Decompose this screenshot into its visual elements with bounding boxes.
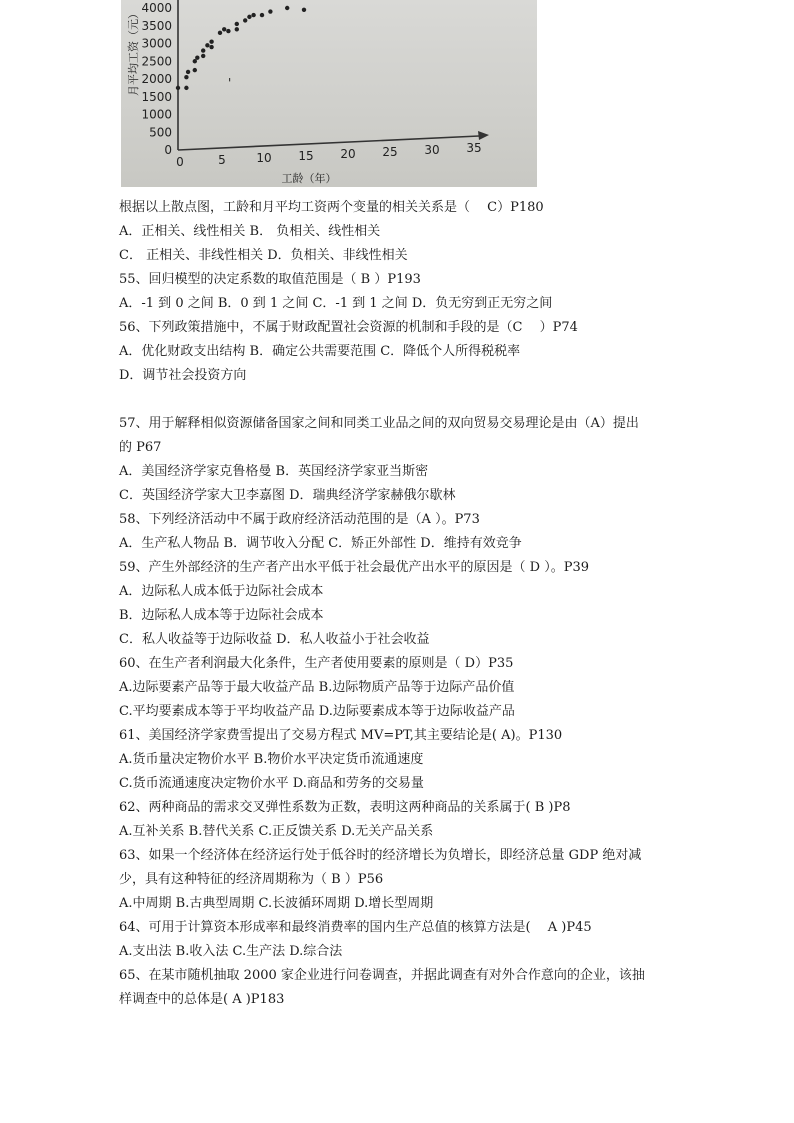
- text-line: 的 P67: [119, 440, 162, 455]
- text-line: A.货币量决定物价水平 B.物价水平决定货币流通速度: [119, 752, 424, 767]
- x-tick-label: 15: [298, 149, 314, 163]
- scatter-point: [193, 68, 197, 72]
- y-axis-label: 月平均工资（元）: [127, 8, 140, 96]
- text-line: 61、美国经济学家费雪提出了交易方程式 MV=PT,其主要结论是( A)。P130: [119, 728, 563, 743]
- text-line: A．-1 到 0 之间 B．0 到 1 之间 C．-1 到 1 之间 D．负无穷到正无穷之间: [119, 296, 553, 311]
- blank-line: [119, 388, 679, 412]
- scatter-point: [302, 8, 306, 12]
- text-line: A.互补关系 B.替代关系 C.正反馈关系 D.无关产品关系: [119, 824, 434, 839]
- stray-mark-annotation: ': [228, 76, 232, 90]
- text-line: C.货币流通速度决定物价水平 D.商品和劳务的交易量: [119, 776, 424, 791]
- question-text: [119, 196, 679, 1012]
- scatter-point: [243, 18, 247, 22]
- text-line: 60、在生产者利润最大化条件，生产者使用要素的原则是（ D）P35: [119, 656, 514, 671]
- text-line: 55、回归模型的决定系数的取值范围是（ B ）P193: [119, 272, 421, 287]
- text-line: A．正相关、线性相关 B． 负相关、线性相关: [119, 224, 381, 239]
- y-tick-label: 0: [164, 143, 172, 157]
- text-line: 少，具有这种特征的经济周期称为（ B ）P56: [119, 872, 384, 887]
- text-line: 根据以上散点图，工龄和月平均工资两个变量的相关关系是（ C）P180: [119, 200, 544, 215]
- text-line: 62、两种商品的需求交叉弹性系数为正数，表明这两种商品的关系属于( B )P8: [119, 800, 571, 815]
- scatter-point: [184, 86, 188, 90]
- text-line: D．调节社会投资方向: [119, 368, 247, 383]
- scatter-point: [235, 27, 239, 31]
- text-line: A．边际私人成本低于边际社会成本: [119, 584, 324, 599]
- y-tick-label: 2500: [141, 54, 172, 69]
- text-line: A．优化财政支出结构 B．确定公共需要范围 C．降低个人所得税税率: [119, 344, 521, 359]
- y-tick-label: 2000: [141, 72, 172, 86]
- scatter-point: [235, 22, 239, 26]
- x-tick-label: 30: [424, 143, 440, 157]
- y-tick-label: 3000: [141, 36, 172, 51]
- scatter-point: [222, 27, 226, 31]
- text-line: 57、用于解释相似资源储备国家之间和同类工业品之间的双向贸易交易理论是由（A）提出: [119, 416, 639, 431]
- scatter-point: [268, 9, 272, 13]
- scatter-point: [195, 56, 199, 60]
- text-line: A．生产私人物品 B．调节收入分配 C．矫正外部性 D．维持有效竞争: [119, 536, 522, 551]
- x-tick-label: 20: [340, 147, 356, 161]
- text-line: C.平均要素成本等于平均收益产品 D.边际要素成本等于边际收益产品: [119, 704, 515, 719]
- x-axis-arrow: [478, 131, 489, 140]
- y-tick-label: 1500: [141, 89, 172, 104]
- x-axis-label: 工龄（年）: [281, 172, 337, 185]
- text-line: 63、如果一个经济体在经济运行处于低谷时的经济增长为负增长，即经济总量 GDP 绝对减: [119, 848, 642, 863]
- text-line: 65、在某市随机抽取 2000 家企业进行问卷调查，并据此调查有对外合作意向的企业，该抽: [119, 968, 645, 983]
- text-line: C．英国经济学家大卫李嘉图 D．瑞典经济学家赫俄尔歇林: [119, 488, 456, 503]
- y-tick-label: 4000: [141, 1, 172, 15]
- text-line: C．私人收益等于边际收益 D．私人收益小于社会收益: [119, 632, 430, 647]
- text-line: 56、下列政策措施中，不属于财政配置社会资源的机制和手段的是（C ）P74: [119, 320, 578, 335]
- scatter-point: [247, 15, 251, 19]
- scatter-chart: [121, 0, 537, 187]
- x-tick-label: 10: [256, 151, 272, 165]
- text-line: A.中周期 B.古典型周期 C.长波循环周期 D.增长型周期: [119, 896, 434, 911]
- scatter-point: [226, 29, 230, 33]
- scatter-point: [260, 13, 264, 17]
- text-line: B．边际私人成本等于边际社会成本: [119, 608, 324, 623]
- x-tick-label: 25: [382, 145, 398, 159]
- scatter-point: [209, 40, 213, 44]
- scatter-point: [201, 54, 205, 58]
- text-line: 样调查中的总体是( A )P183: [119, 992, 285, 1007]
- scatter-point: [218, 31, 222, 35]
- scatter-point: [205, 43, 209, 47]
- scatter-chart-photo: [121, 0, 537, 187]
- scatter-point: [184, 75, 188, 79]
- scatter-point: [201, 48, 205, 52]
- scatter-point: [209, 45, 213, 49]
- scatter-point: [251, 13, 255, 17]
- x-tick-label: 5: [218, 153, 226, 167]
- x-tick-label: 35: [466, 141, 482, 155]
- text-line: A.边际要素产品等于最大收益产品 B.边际物质产品等于边际产品价值: [119, 680, 515, 695]
- text-line: A.支出法 B.收入法 C.生产法 D.综合法: [119, 944, 343, 959]
- scatter-point: [285, 6, 289, 10]
- scatter-point: [186, 70, 190, 74]
- x-tick-label: 0: [176, 155, 184, 169]
- y-tick-label: 3500: [141, 18, 172, 33]
- text-line: A．美国经济学家克鲁格曼 B．英国经济学家亚当斯密: [119, 464, 429, 479]
- text-line: C． 正相关、非线性相关 D．负相关、非线性相关: [119, 248, 408, 263]
- text-line: 64、可用于计算资本形成率和最终消费率的国内生产总值的核算方法是( A )P45: [119, 920, 592, 935]
- text-line: 58、下列经济活动中不属于政府经济活动范围的是（A ）。P73: [119, 512, 480, 527]
- y-tick-label: 500: [149, 125, 172, 140]
- scatter-point: [193, 59, 197, 63]
- scatter-point: [176, 86, 180, 90]
- text-line: 59、产生外部经济的生产者产出水平低于社会最优产出水平的原因是（ D ）。P39: [119, 560, 590, 575]
- y-tick-label: 1000: [141, 107, 172, 122]
